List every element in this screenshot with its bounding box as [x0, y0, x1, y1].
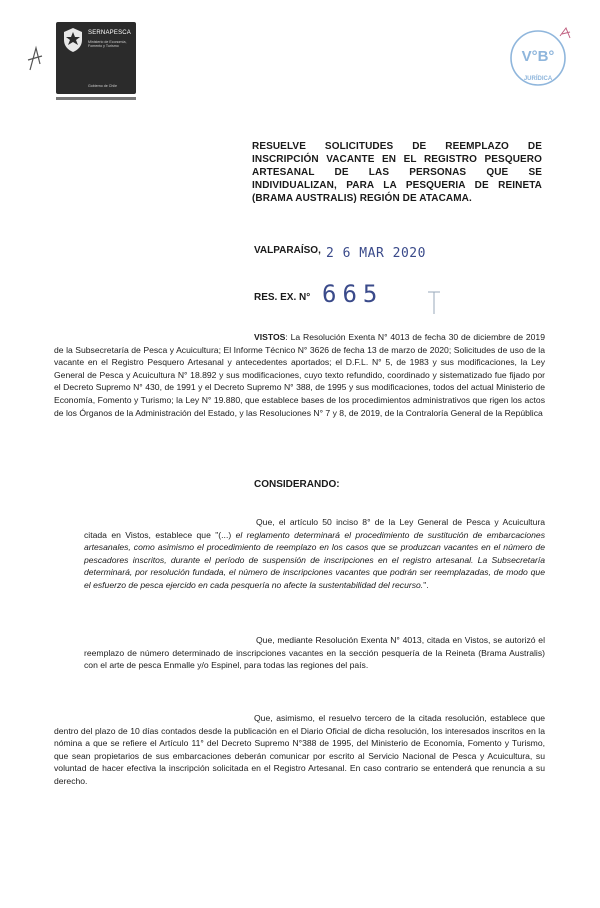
logo-title: SERNAPESCA	[88, 30, 132, 36]
logo-subtitle: Ministerio de Economía, Fomento y Turismo	[88, 40, 127, 49]
stamp-subtext: JURÍDICA	[523, 76, 553, 82]
handwritten-mark-icon	[24, 44, 46, 74]
date-stamp: 2 6 MAR 2020	[326, 246, 426, 261]
considerando-heading: CONSIDERANDO:	[254, 479, 340, 490]
c1-tail: ".	[423, 579, 429, 590]
considerando-paragraph-3	[54, 712, 545, 788]
approval-stamp	[500, 24, 580, 92]
stamp-text: V°B°	[521, 48, 555, 65]
logo-stripe	[56, 97, 136, 100]
resolution-number: 665	[322, 280, 384, 308]
institution-logo	[56, 22, 136, 94]
vistos-text: : La Resolución Exenta N° 4013 de fecha 30 de diciembre de 2019 de la Subsecretaría de Pesca y Acuicultura; El Informe Técnico N° 3626 de fecha 13 de marzo de 2020; Solicitudes de uso de la vacante en el Registro Pesquero Artesanal y antecedentes aportados; el D.F.L. N° 5, de 1983 y sus modificaciones, la Ley General de Pesca y Acuicultura N° 18.892 y sus modificaciones, cuyo texto refundido, coordinado y sistematizado fue fijado por el Decreto Supremo N° 430, de 1991 y el Decreto Supremo N° 388, de 1995 y sus modificaciones, todos del actual Ministerio de Economía, Fomento y Turismo; la Ley N° 19.880, que establece bases de los procedimientos administrativos que rigen los actos de los Órganos de la Administración del Estado, y las Resoluciones N° 7 y 8, de 2019, de la Contraloría General de la República	[54, 332, 545, 418]
document-title: RESUELVE SOLICITUDES DE REEMPLAZO DE INSCRIPCIÓN VACANTE EN EL REGISTRO PESQUERO ARTESANAL DE LAS PERSONAS QUE SE INDIVIDUALIZAN, PARA LA PESQUERIA DE REINETA (BRAMA AUSTRALIS) REGIÓN DE ATACAMA.	[252, 141, 542, 204]
coat-of-arms-icon	[60, 26, 86, 54]
c3-text: Que, asimismo, el resuelvo tercero de la citada resolución, establece que dentro del plazo de 10 días contados desde la publicación en el Diario Oficial de dicha resolución, los interesados inscritos en la nómina a que se refiere el Artículo 11° del Decreto Supremo N°388 de 1995, del Ministerio de Economía, Fomento y Turismo, que sean propietarios de sus embarcaciones deberán comunicar por escrito al Servicio Nacional de Pesca y Acuicultura, su voluntad de hacer efectiva la inscripción solicitada en el Registro Artesanal. En caso contrario se entenderá que renuncia a su derecho.	[54, 713, 545, 786]
vistos-label: VISTOS	[254, 332, 286, 342]
considerando-paragraph-1	[84, 516, 545, 592]
c1-quote: el reglamento determinará el procedimiento de sustitución de embarcaciones artesanales, como asimismo el procedimiento de reemplazo en los casos que se produzcan vacantes en el número de pescadores inscritos, durante el período de suspensión de inscripciones en el registro artesanal. La Subsecretaría determinará, por resolución fundada, el número de inscripciones vacantes que podrán ser reemplazadas, de modo que el esfuerzo de pesca ejercido en cada pesquería no afecte la sustentabilidad del recurso.	[84, 529, 545, 590]
c1-lead: Que, el artículo 50 inciso 8° de la Ley General de Pesca y Acuicultura citada en Vistos, establece que "(...)	[84, 517, 545, 540]
logo-footer: Gobierno de Chile	[88, 84, 117, 88]
c2-text: Que, mediante Resolución Exenta N° 4013, citada en Vistos, se autorizó el reemplazo de número determinado de inscripciones vacantes en la sección pesquería de la Reineta (Brama Australis) con el arte de pesca Enmalle y/o Espinel, para todas las regiones del país.	[84, 635, 545, 671]
stamp-fragment-icon	[424, 290, 444, 316]
considerando-paragraph-2	[84, 634, 545, 672]
resolution-label: RES. EX. N°	[254, 292, 311, 303]
initials-mark-icon	[560, 28, 570, 38]
vistos-paragraph	[54, 331, 545, 419]
city-label: VALPARAÍSO,	[254, 245, 321, 256]
